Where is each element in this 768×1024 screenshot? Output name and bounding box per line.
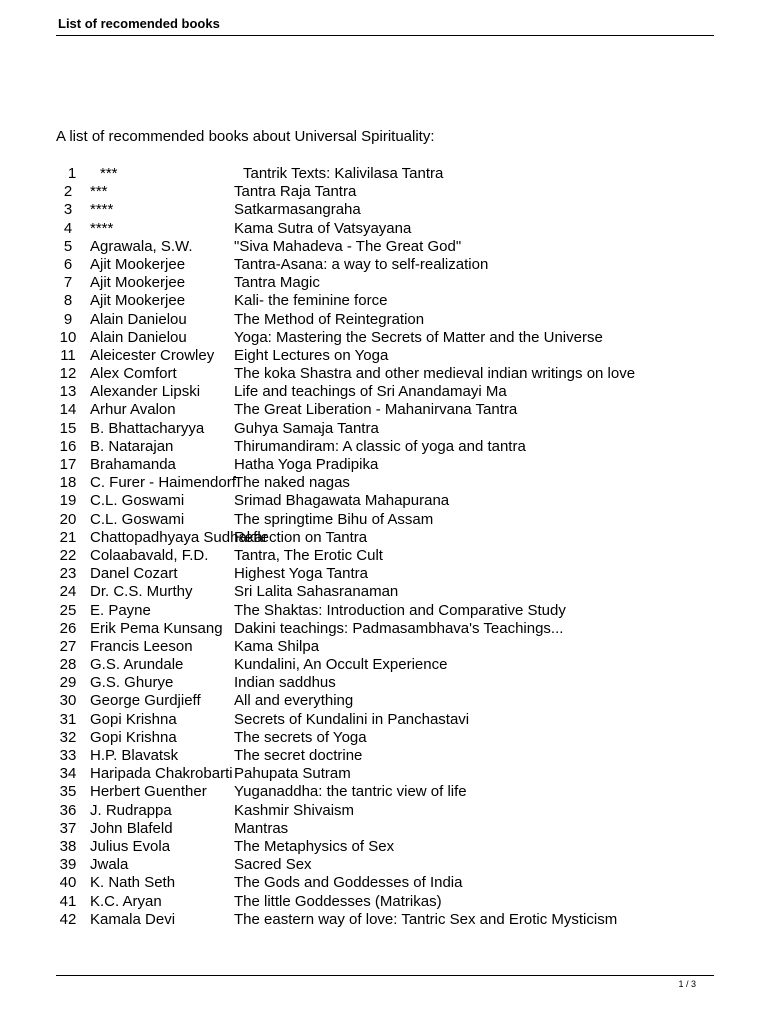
book-title: Highest Yoga Tantra	[234, 565, 368, 583]
book-title: Hatha Yoga Pradipika	[234, 456, 379, 473]
book-title: Secrets of Kundalini in Panchastavi	[234, 710, 470, 728]
book-row	[0, 183, 768, 201]
book-author: Ajit Mookerjee	[90, 255, 186, 273]
book-author: Kamala Devi	[90, 910, 176, 928]
book-row	[0, 765, 768, 783]
book-number: 7	[63, 274, 73, 292]
book-author: Julius Evola	[90, 837, 171, 855]
book-number: 21	[59, 528, 77, 546]
book-row	[0, 401, 768, 419]
book-row	[0, 620, 768, 638]
book-title: Guhya Samaja Tantra	[234, 419, 379, 437]
book-title: Tantra, The Erotic Cult	[234, 546, 383, 564]
book-number: 5	[63, 237, 73, 255]
book-row	[0, 438, 768, 456]
book-number: 1	[67, 165, 77, 182]
book-title: The Shaktas: Introduction and Comparative Study	[234, 601, 566, 619]
book-author: G.S. Arundale	[90, 656, 184, 674]
book-number: 40	[59, 874, 77, 892]
book-author: Chattopadhyaya Sudhakar	[90, 528, 268, 546]
book-title: The Gods and Goddesses of India	[234, 874, 463, 892]
book-number: 30	[59, 692, 77, 710]
book-row	[0, 220, 768, 238]
book-number: 14	[59, 401, 77, 419]
book-row	[0, 474, 768, 492]
intro-text: A list of recommended books about Universal Spirituality:	[56, 128, 435, 145]
book-number: 32	[59, 728, 77, 746]
book-row	[0, 856, 768, 874]
book-row	[0, 238, 768, 256]
book-title: Kundalini, An Occult Experience	[234, 656, 448, 674]
book-number: 39	[59, 856, 77, 874]
book-number: 28	[59, 656, 77, 674]
book-title: Tantra Magic	[234, 274, 320, 292]
book-title: Indian saddhus	[234, 674, 336, 692]
book-row	[0, 492, 768, 510]
book-title: Reflection on Tantra	[234, 528, 368, 546]
book-row	[0, 820, 768, 838]
book-title: Thirumandiram: A classic of yoga and tantra	[234, 437, 526, 455]
book-title: Sri Lalita Sahasranaman	[234, 583, 399, 601]
book-row	[0, 747, 768, 765]
book-number: 13	[59, 383, 77, 401]
book-row	[0, 347, 768, 365]
book-author: ***	[90, 183, 108, 201]
book-author: Herbert Guenther	[90, 783, 207, 801]
book-number: 9	[63, 310, 73, 328]
book-row	[0, 165, 768, 183]
book-title: All and everything	[234, 692, 354, 710]
header-divider	[56, 35, 714, 36]
book-number: 38	[59, 837, 77, 855]
book-row	[0, 783, 768, 801]
book-row	[0, 583, 768, 601]
page-header-title: List of recomended books	[58, 16, 220, 31]
book-author: C.L. Goswami	[90, 492, 185, 510]
book-number: 17	[59, 456, 77, 473]
book-author: Aleicester Crowley	[90, 346, 215, 364]
book-author: ****	[90, 201, 114, 219]
book-number: 6	[63, 255, 73, 273]
book-number: 2	[63, 183, 73, 201]
book-title: Tantra-Asana: a way to self-realization	[234, 255, 489, 273]
book-title: Dakini teachings: Padmasambhava's Teachings...	[234, 619, 564, 637]
book-title: The eastern way of love: Tantric Sex and Erotic Mysticism	[234, 910, 618, 928]
book-title: Tantrik Texts: Kalivilasa Tantra	[243, 165, 444, 182]
book-author: K. Nath Seth	[90, 874, 176, 892]
book-author: E. Payne	[90, 601, 151, 619]
book-number: 3	[63, 201, 73, 219]
book-title: Tantra Raja Tantra	[234, 183, 357, 201]
book-row	[0, 274, 768, 292]
book-row	[0, 874, 768, 892]
book-title: Kali- the feminine force	[234, 292, 388, 310]
book-title: The springtime Bihu of Assam	[234, 510, 434, 528]
book-title: The Method of Reintegration	[234, 310, 425, 328]
book-number: 29	[59, 674, 77, 692]
page-number: 1 / 3	[678, 979, 696, 989]
book-number: 10	[59, 328, 77, 346]
book-author: Alain Danielou	[90, 310, 187, 328]
book-number: 26	[59, 619, 77, 637]
book-author: Agrawala, S.W.	[90, 237, 193, 255]
book-number: 42	[59, 910, 77, 928]
book-row	[0, 329, 768, 347]
book-row	[0, 729, 768, 747]
book-row	[0, 311, 768, 329]
book-title: Yuganaddha: the tantric view of life	[234, 783, 467, 801]
book-author: Erik Pema Kunsang	[90, 619, 223, 637]
book-number: 36	[59, 801, 77, 819]
book-number: 31	[59, 710, 77, 728]
book-number: 15	[59, 419, 77, 437]
book-number: 33	[59, 747, 77, 764]
book-row	[0, 529, 768, 547]
book-row	[0, 511, 768, 529]
book-author: Jwala	[90, 856, 129, 874]
book-author: Dr. C.S. Murthy	[90, 583, 193, 601]
book-author: C. Furer - Haimendorf	[90, 474, 236, 492]
book-row	[0, 838, 768, 856]
book-number: 20	[59, 510, 77, 528]
book-number: 24	[59, 583, 77, 601]
book-author: Francis Leeson	[90, 637, 193, 655]
book-number: 19	[59, 492, 77, 510]
book-row	[0, 602, 768, 620]
book-title: Eight Lectures on Yoga	[234, 346, 389, 364]
book-title: Srimad Bhagawata Mahapurana	[234, 492, 450, 510]
book-author: ***	[100, 165, 118, 182]
book-author: Gopi Krishna	[90, 728, 177, 746]
book-number: 27	[59, 637, 77, 655]
book-author: Ajit Mookerjee	[90, 292, 186, 310]
book-number: 4	[63, 219, 73, 237]
book-title: The secret doctrine	[234, 747, 363, 764]
book-title: The koka Shastra and other medieval indian writings on love	[234, 365, 636, 383]
book-number: 8	[63, 292, 73, 310]
book-number: 37	[59, 819, 77, 837]
book-title: Satkarmasangraha	[234, 201, 361, 219]
book-row	[0, 547, 768, 565]
book-title: Mantras	[234, 819, 289, 837]
book-title: Pahupata Sutram	[234, 765, 351, 783]
book-row	[0, 893, 768, 911]
book-author: John Blafeld	[90, 819, 173, 837]
book-row	[0, 420, 768, 438]
book-number: 25	[59, 601, 77, 619]
book-author: Haripada Chakrobarti	[90, 765, 233, 783]
book-row	[0, 711, 768, 729]
book-row	[0, 456, 768, 474]
book-row	[0, 911, 768, 929]
book-row	[0, 292, 768, 310]
book-number: 34	[59, 765, 77, 783]
book-title: The Metaphysics of Sex	[234, 837, 395, 855]
book-title: The secrets of Yoga	[234, 728, 367, 746]
book-author: Brahamanda	[90, 456, 176, 473]
book-author: K.C. Aryan	[90, 892, 162, 910]
book-title: Life and teachings of Sri Anandamayi Ma	[234, 383, 507, 401]
book-author: Alain Danielou	[90, 328, 187, 346]
book-row	[0, 674, 768, 692]
book-number: 23	[59, 565, 77, 583]
book-number: 18	[59, 474, 77, 492]
book-title: Kama Shilpa	[234, 637, 320, 655]
book-author: G.S. Ghurye	[90, 674, 174, 692]
book-author: B. Natarajan	[90, 437, 174, 455]
book-title: Kashmir Shivaism	[234, 801, 355, 819]
book-author: J. Rudrappa	[90, 801, 172, 819]
book-number: 41	[59, 892, 77, 910]
book-author: Colaabavald, F.D.	[90, 546, 209, 564]
book-row	[0, 383, 768, 401]
book-row	[0, 256, 768, 274]
book-title: Sacred Sex	[234, 856, 312, 874]
book-number: 12	[59, 365, 77, 383]
book-author: Ajit Mookerjee	[90, 274, 186, 292]
book-author: Danel Cozart	[90, 565, 178, 583]
book-title: The naked nagas	[234, 474, 350, 492]
book-row	[0, 565, 768, 583]
book-author: H.P. Blavatsk	[90, 747, 179, 764]
book-author: Arhur Avalon	[90, 401, 176, 419]
book-author: B. Bhattacharyya	[90, 419, 205, 437]
book-number: 11	[60, 346, 76, 364]
book-row	[0, 692, 768, 710]
book-number: 16	[59, 437, 77, 455]
footer-divider	[56, 975, 714, 976]
book-author: Alexander Lipski	[90, 383, 201, 401]
book-author: C.L. Goswami	[90, 510, 185, 528]
book-title: Yoga: Mastering the Secrets of Matter and the Universe	[234, 328, 603, 346]
book-author: George Gurdjieff	[90, 692, 201, 710]
book-row	[0, 365, 768, 383]
book-list	[0, 165, 768, 929]
book-title: Kama Sutra of Vatsyayana	[234, 219, 412, 237]
book-row	[0, 638, 768, 656]
book-title: "Siva Mahadeva - The Great God"	[234, 237, 462, 255]
book-row	[0, 656, 768, 674]
book-author: Gopi Krishna	[90, 710, 177, 728]
book-title: The little Goddesses (Matrikas)	[234, 892, 442, 910]
book-author: ****	[90, 219, 114, 237]
book-number: 35	[59, 783, 77, 801]
book-row	[0, 802, 768, 820]
book-author: Alex Comfort	[90, 365, 177, 383]
book-number: 22	[59, 546, 77, 564]
book-title: The Great Liberation - Mahanirvana Tantra	[234, 401, 518, 419]
book-row	[0, 201, 768, 219]
